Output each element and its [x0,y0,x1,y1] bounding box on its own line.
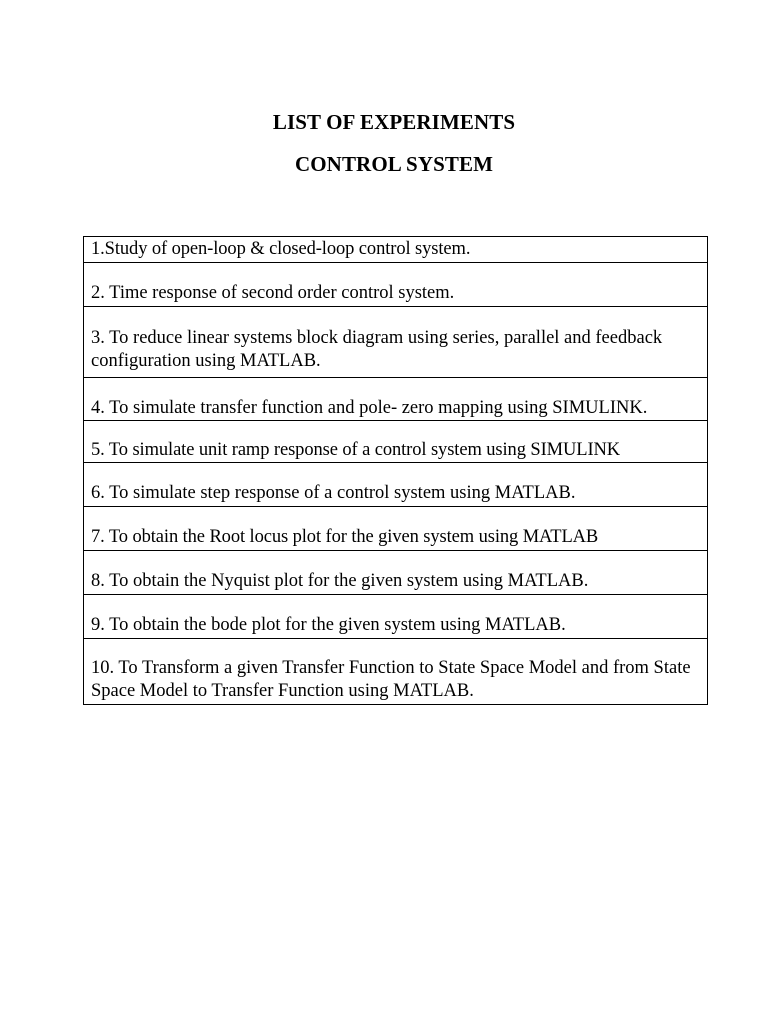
experiment-item-8: 8. To obtain the Nyquist plot for the given system using MATLAB. [84,551,708,595]
experiment-item-5: 5. To simulate unit ramp response of a control system using SIMULINK [84,421,708,463]
table-row [84,595,708,639]
experiment-item-6: 6. To simulate step response of a control system using MATLAB. [84,463,708,507]
experiment-item-7: 7. To obtain the Root locus plot for the given system using MATLAB [84,507,708,551]
page-title: LIST OF EXPERIMENTS [272,110,516,134]
experiment-item-4: 4. To simulate transfer function and pole- zero mapping using SIMULINK. [84,378,708,421]
table-row [84,551,708,595]
table-row [84,507,708,551]
experiment-item-2: 2. Time response of second order control system. [84,263,708,307]
experiments-table [83,236,708,705]
table-row [84,639,708,705]
experiment-item-9: 9. To obtain the bode plot for the given system using MATLAB. [84,595,708,639]
experiment-item-3: 3. To reduce linear systems block diagram using series, parallel and feedback configuration using MATLAB. [84,307,708,378]
table-row [84,378,708,421]
experiment-item-10: 10. To Transform a given Transfer Function to State Space Model and from State Space Model to Transfer Function using MATLAB. [84,639,708,705]
table-row [84,237,708,263]
table-row [84,263,708,307]
table-row [84,307,708,378]
page-subtitle: CONTROL SYSTEM [294,152,494,176]
table-row [84,421,708,463]
experiment-item-1: 1.Study of open-loop & closed-loop control system. [84,237,708,263]
table-row [84,463,708,507]
